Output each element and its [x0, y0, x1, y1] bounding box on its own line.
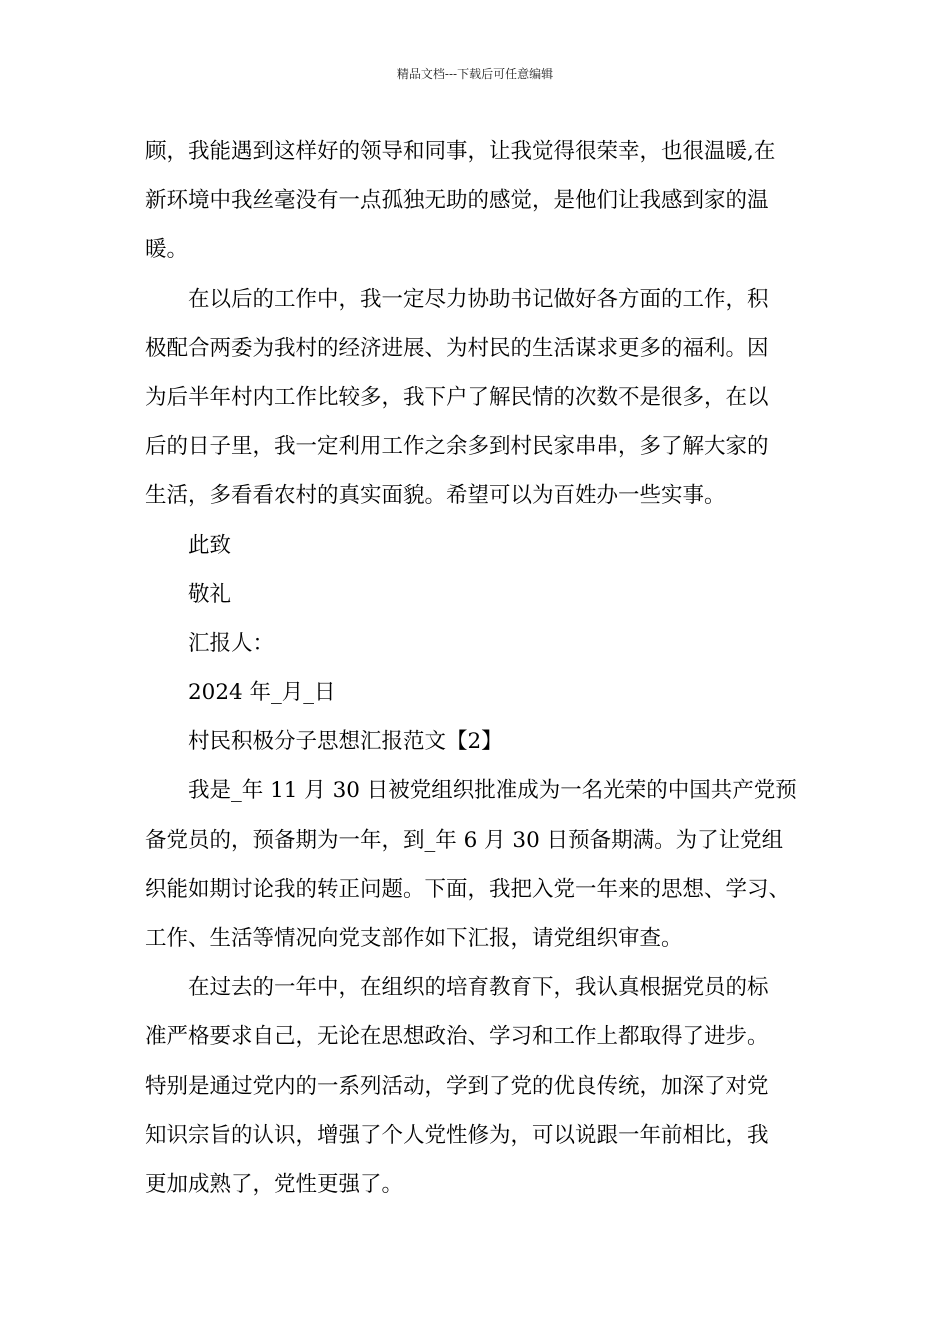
text-line: 我是_年 11 月 30 日被党组织批准成为一名光荣的中国共产党预: [188, 778, 797, 804]
section-title: 村民积极分子思想汇报范文【2】: [188, 729, 503, 755]
text-line: 工作、生活等情况向党支部作如下汇报，请党组织审查。: [145, 926, 683, 951]
text-line: 知识宗旨的认识，增强了个人党性修为，可以说跟一年前相比，我: [145, 1122, 769, 1148]
text-line: 在过去的一年中，在组织的培育教育下，我认真根据党员的标: [188, 975, 769, 1001]
page-header: 精品文档---下载后可任意编辑: [396, 67, 554, 81]
closing-regards: 敬礼: [188, 581, 232, 607]
reporter-signature: 汇报人：: [188, 630, 275, 656]
text-line: 备党员的，预备期为一年，到_年 6 月 30 日预备期满。为了让党组: [145, 827, 784, 853]
report-date: 2024 年_月_日: [188, 680, 336, 706]
closing-salutation: 此致: [188, 532, 232, 558]
text-line: 更加成熟了，党性更强了。: [145, 1171, 404, 1197]
text-line: 为后半年村内工作比较多，我下户了解民情的次数不是很多，在以: [145, 384, 769, 410]
document-body: [145, 127, 810, 1209]
text-line: 在以后的工作中，我一定尽力协助书记做好各方面的工作，积: [188, 286, 769, 312]
text-line: 顾，我能遇到这样好的领导和同事，让我觉得很荣幸，也很温暖,在: [145, 139, 776, 164]
text-line: 准严格要求自己，无论在思想政治、学习和工作上都取得了进步。: [145, 1024, 769, 1050]
text-line: 暖。: [145, 237, 189, 263]
text-line: 织能如期讨论我的转正问题。下面，我把入党一年来的思想、学习、: [145, 876, 791, 902]
text-line: 新环境中我丝毫没有一点孤独无助的感觉，是他们让我感到家的温: [145, 188, 769, 214]
text-line: 后的日子里，我一定利用工作之余多到村民家串串，多了解大家的: [145, 434, 769, 460]
text-line: 极配合两委为我村的经济进展、为村民的生活谋求更多的福利。因: [145, 335, 769, 361]
text-line: 生活，多看看农村的真实面貌。希望可以为百姓办一些实事。: [145, 483, 726, 509]
text-line: 特别是通过党内的一系列活动，学到了党的优良传统，加深了对党: [145, 1073, 769, 1099]
